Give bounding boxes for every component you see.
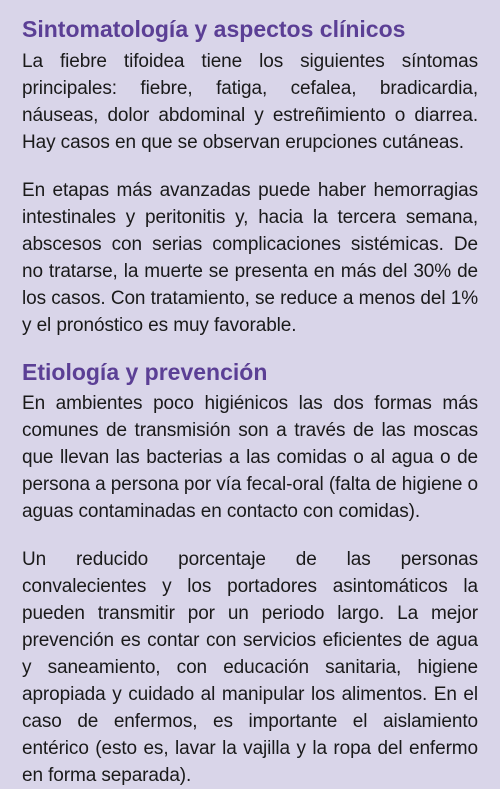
section-symptoms — [22, 16, 478, 339]
section-title-etiology: Etiología y prevención — [22, 358, 268, 385]
paragraph-etiology-prevention: Un reducido porcentaje de las personas convalecientes y los portadores asintomáticos la pueden transmitir por un periodo largo. La mejor prevención es contar con servicios eficientes de agua y saneamiento, con educación sanitaria, higiene apropiada y cuidado al manipular los alimentos. En el caso de enfermos, es importante el aislamiento entérico (esto es, lavar la vajilla y la ropa del enfermo en forma separada). — [22, 549, 478, 787]
section-etiology — [22, 359, 478, 789]
paragraph-symptoms-advanced: En etapas más avanzadas puede haber hemorragias intestinales y peritonitis y, hacia la tercera semana, abscesos con serias complicaciones sistémicas. De no tratarse, la muerte se presenta en más del 30% de los casos. Con tratamiento, se reduce a menos del 1% y el pronóstico es muy favorable. — [22, 179, 478, 336]
paragraph-symptoms-main: La fiebre tifoidea tiene los siguientes síntomas principales: fiebre, fatiga, cefalea, bradicardia, náuseas, dolor abdominal y estreñimiento o diarrea. Hay casos en que se observan erupciones cutáneas. — [22, 50, 478, 153]
section-title-symptoms: Sintomatología y aspectos clínicos — [22, 16, 406, 42]
paragraph-etiology-transmission: En ambientes poco higiénicos las dos formas más comunes de transmisión son a través de las moscas que llevan las bacterias a las comidas o al agua o de persona a persona por vía fecal-oral (falta de higiene o aguas contaminadas en contacto con comidas). — [22, 393, 478, 523]
